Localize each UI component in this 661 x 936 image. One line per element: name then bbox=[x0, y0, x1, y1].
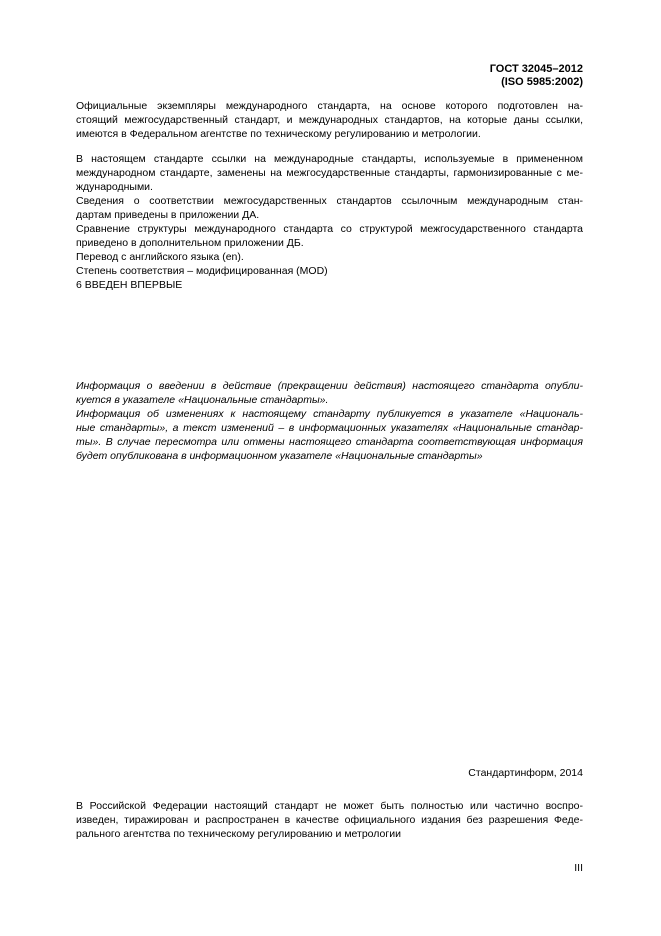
text-line: ты». В случае пересмотра или отмены настоящего стандарта соответствующая информация bbox=[76, 436, 583, 448]
text-line: Степень соответствия – модифицированная (MOD) bbox=[76, 265, 328, 277]
text-line: международном стандарте, заменены на межгосударственные стандарты, гармонизированные с ме- bbox=[76, 167, 583, 179]
text-line: Информация об изменениях к настоящему стандарту публикуется в указателе «Националь- bbox=[76, 408, 583, 420]
block-official-copies bbox=[76, 99, 583, 141]
text-line: рального агентства по техническому регулированию и метрологии bbox=[76, 828, 401, 840]
section-6-heading: 6 ВВЕДЕН ВПЕРВЫЕ bbox=[76, 279, 183, 291]
block-copyright bbox=[76, 799, 583, 841]
block-section6 bbox=[76, 278, 583, 292]
text-line: ные стандарты», а текст изменений – в информационных указателях «Национальные стандар- bbox=[76, 422, 583, 434]
block-references bbox=[76, 152, 583, 278]
publisher: Стандартинформ, 2014 bbox=[468, 767, 583, 779]
text-line: Сведения о соответствии межгосударственных стандартов ссылочным международным стан- bbox=[76, 195, 583, 207]
text-line: Перевод с английского языка (en). bbox=[76, 251, 244, 263]
page-number: III bbox=[574, 862, 583, 874]
text-line: Официальные экземпляры международного стандарта, на основе которого подготовлен на- bbox=[76, 100, 583, 112]
standard-code: ГОСТ 32045–2012 bbox=[489, 63, 583, 75]
text-line: Сравнение структуры международного стандарта со структурой межгосударственного стандарта bbox=[76, 223, 583, 235]
text-line: ждународными. bbox=[76, 181, 153, 193]
text-line: имеются в Федеральном агентстве по техническому регулированию и метрологии. bbox=[76, 128, 481, 140]
text-line: приведено в дополнительном приложении ДБ. bbox=[76, 237, 304, 249]
document-header bbox=[490, 63, 583, 89]
text-line: В Российской Федерации настоящий стандарт не может быть полностью или частично воспро- bbox=[76, 800, 583, 812]
block-info bbox=[76, 379, 583, 463]
iso-code: (ISO 5985:2002) bbox=[501, 76, 583, 88]
text-line: стоящий межгосударственный стандарт, и международных стандартов, на которые даны ссылки, bbox=[76, 114, 583, 126]
text-line: Информация о введении в действие (прекращении действия) настоящего стандарта опубли- bbox=[76, 380, 583, 392]
text-line: куется в указателе «Национальные стандарты». bbox=[76, 394, 329, 406]
text-line: В настоящем стандарте ссылки на международные стандарты, используемые в примененном bbox=[76, 153, 583, 165]
text-line: будет опубликована в информационном указателе «Национальные стандарты» bbox=[76, 450, 483, 462]
text-line: дартам приведены в приложении ДА. bbox=[76, 209, 260, 221]
text-line: изведен, тиражирован и распространен в качестве официального издания без разрешения Феде- bbox=[76, 814, 583, 826]
